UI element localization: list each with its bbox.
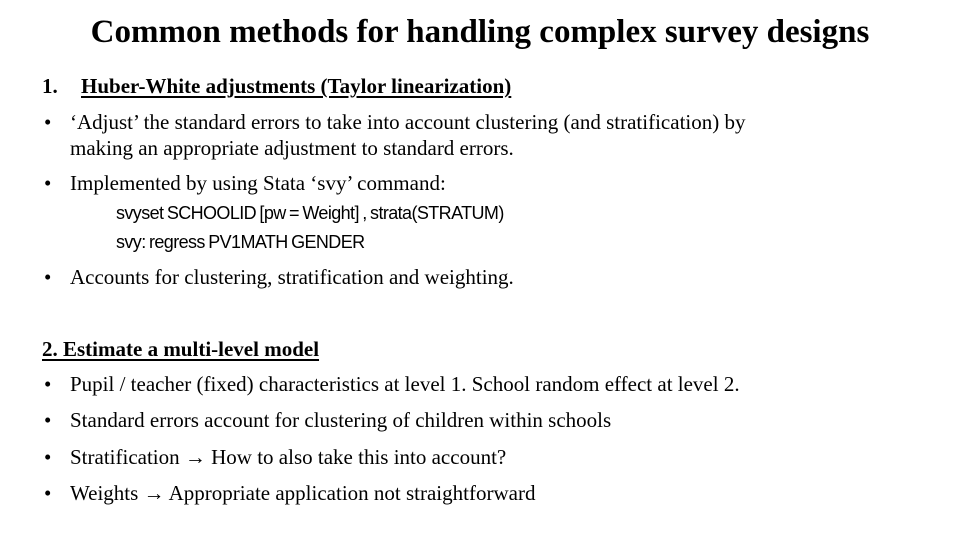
code-line-regress: svy: regress PV1MATH GENDER [116, 232, 365, 252]
bullet-icon: • [44, 265, 52, 289]
bullet-text: Pupil / teacher (fixed) characteristics at level 1. School random effect at level 2. [70, 372, 740, 396]
bullet-text: Stratification → How to also take this into account? [70, 445, 507, 469]
bullet-icon: • [44, 408, 52, 432]
section1-number: 1. [42, 74, 58, 98]
bullet-text-line2: making an appropriate adjustment to standard errors. [70, 136, 514, 160]
section2-bullet-4 [44, 480, 924, 506]
section2-bullet-3 [44, 444, 924, 470]
bullet-icon: • [44, 481, 52, 505]
section1-bullet-1 [44, 109, 924, 161]
bullet-text: Weights → Appropriate application not straightforward [70, 481, 536, 505]
section1-bullet-3 [44, 264, 924, 290]
section1-bullet-2 [44, 170, 924, 196]
bullet-text: Standard errors account for clustering of children within schools [70, 408, 612, 432]
bullet-icon: • [44, 171, 52, 195]
code-line-svyset: svyset SCHOOLID [pw = Weight] , strata(STRATUM) [116, 203, 504, 223]
bullet-text: Accounts for clustering, stratification and weighting. [70, 265, 514, 289]
section2-bullet-1 [44, 371, 924, 397]
bullet-text: Implemented by using Stata ‘svy’ command: [70, 171, 446, 195]
section2-heading: 2. Estimate a multi-level model [42, 337, 320, 361]
section2-bullet-2 [44, 407, 924, 433]
section1-heading: Huber-White adjustments (Taylor linearization) [81, 74, 512, 98]
slide-title: Common methods for handling complex survey designs [90, 14, 870, 50]
bullet-text-line1: ‘Adjust’ the standard errors to take into account clustering (and stratification) by [70, 110, 746, 134]
bullet-icon: • [44, 445, 52, 469]
bullet-icon: • [44, 372, 52, 396]
bullet-icon: • [44, 110, 52, 134]
